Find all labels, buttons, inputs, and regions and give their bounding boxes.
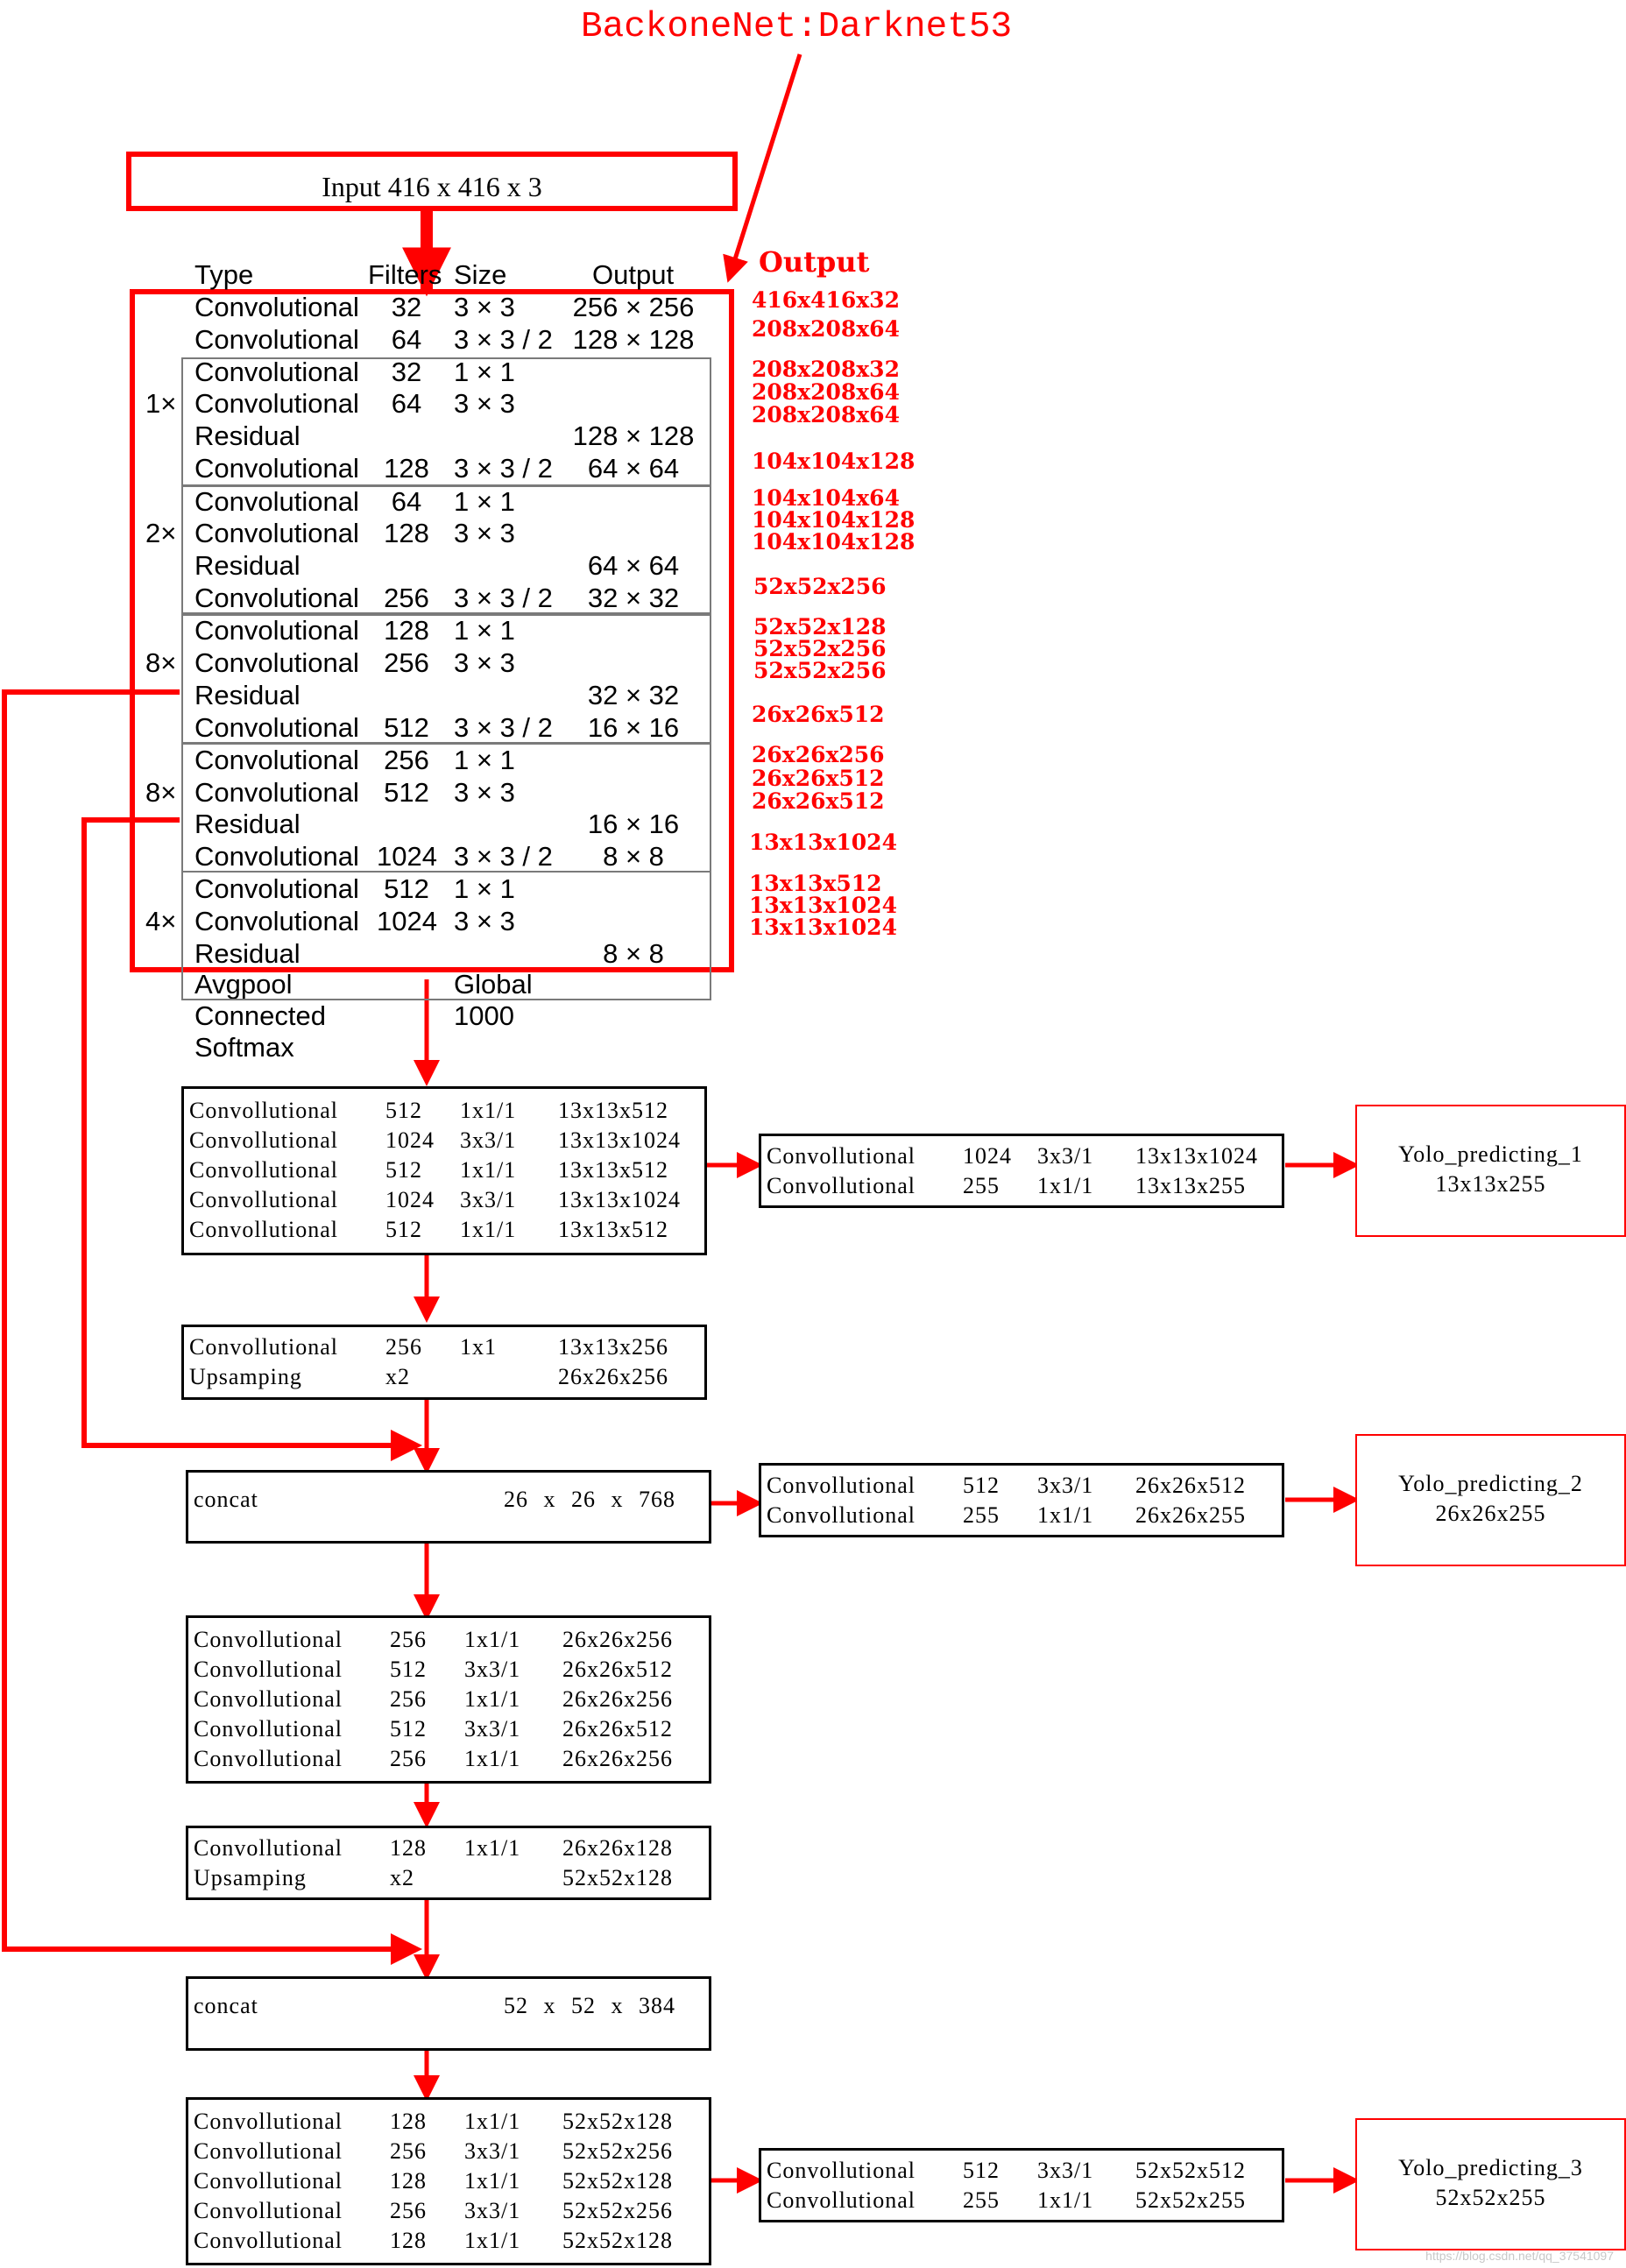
prediction-name: Yolo_predicting_2 <box>1398 1471 1583 1496</box>
concat-shape: 52 x 52 x 384 <box>504 1993 675 2018</box>
col-header-filters: Filters <box>368 259 442 290</box>
output-dim-label: 26x26x512 <box>752 788 885 814</box>
output-dim-label: 52x52x128 <box>753 614 887 639</box>
block-output: 13x13x512 <box>558 1157 668 1183</box>
block-layer-type: Convollutional <box>194 1716 343 1742</box>
layer-type: Convolutional <box>194 647 359 678</box>
layer-filters: 256 <box>384 745 429 775</box>
layer-size: 1 × 1 <box>454 873 515 904</box>
layer-type: Residual <box>194 809 300 839</box>
block-size: 1x1/1 <box>1037 2187 1094 2213</box>
yolo-branch-block <box>759 1134 1284 1208</box>
layer-type: Convolutional <box>194 906 359 936</box>
yolo-branch-block <box>759 1463 1284 1537</box>
block-output: 13x13x512 <box>558 1217 668 1242</box>
block-filters: 1024 <box>385 1127 435 1153</box>
block-size: 1x1/1 <box>460 1098 517 1123</box>
block-layer-type: Convollutional <box>767 1143 916 1169</box>
output-dim-label: 416x416x32 <box>752 287 900 313</box>
layer-type: Residual <box>194 680 300 710</box>
layer-type: Convolutional <box>194 873 359 904</box>
layer-output: 32 × 32 <box>587 680 680 710</box>
output-dim-label: 104x104x128 <box>752 449 916 474</box>
block-size: 3x3/1 <box>1037 1143 1094 1169</box>
layer-size: 1000 <box>454 1000 514 1031</box>
yolo-prediction-box <box>1355 2118 1626 2250</box>
block-layer-type: Convollutional <box>189 1157 338 1183</box>
block-filters: 128 <box>390 2168 427 2194</box>
layer-type: Convolutional <box>194 324 359 355</box>
block-layer-type: Convollutional <box>189 1217 338 1242</box>
block-filters: 128 <box>390 2109 427 2134</box>
block-output: 52x52x256 <box>562 2198 673 2223</box>
concat-label: concat <box>194 1487 258 1512</box>
layer-output: 128 × 128 <box>572 324 695 355</box>
block-size: 3x3/1 <box>1037 1473 1094 1498</box>
block-size: 1x1/1 <box>464 1627 521 1652</box>
output-dim-label: 104x104x64 <box>752 485 900 511</box>
block-layer-type: Convollutional <box>194 2138 343 2164</box>
layer-filters: 32 <box>391 357 422 387</box>
layer-type: Residual <box>194 938 300 969</box>
block-filters: 256 <box>390 2138 427 2164</box>
block-layer-type: Convollutional <box>767 1502 916 1528</box>
concat-label: concat <box>194 1993 258 2018</box>
block-filters: 256 <box>390 1686 427 1712</box>
block-output: 13x13x255 <box>1135 1173 1246 1198</box>
block-filters: 128 <box>390 1835 427 1861</box>
layer-output: 128 × 128 <box>572 420 695 451</box>
block-filters: x2 <box>390 1865 414 1890</box>
block-size: 1x1/1 <box>460 1157 517 1183</box>
layer-filters: 512 <box>384 873 429 904</box>
block-size: 1x1/1 <box>464 1746 521 1771</box>
yolo-prediction-box <box>1355 1105 1626 1237</box>
block-output: 52x52x128 <box>562 1865 673 1890</box>
concat-block <box>186 1470 711 1544</box>
block-layer-type: Convollutional <box>194 2109 343 2134</box>
layer-size: 3 × 3 / 2 <box>454 841 553 872</box>
block-layer-type: Convollutional <box>767 1473 916 1498</box>
block-size: 1x1 <box>460 1334 497 1360</box>
residual-group-frame <box>181 484 711 614</box>
output-dim-label: 208x208x64 <box>752 379 900 405</box>
layer-size: 3 × 3 <box>454 777 515 808</box>
layer-size: 3 × 3 <box>454 388 515 419</box>
layer-type: Residual <box>194 550 300 581</box>
output-dim-label: 13x13x1024 <box>749 915 897 940</box>
layer-type: Convolutional <box>194 583 359 613</box>
output-dim-label: 13x13x1024 <box>749 893 897 918</box>
block-output: 26x26x256 <box>558 1364 668 1389</box>
block-output: 26x26x128 <box>562 1835 673 1861</box>
block-layer-type: Convollutional <box>194 2198 343 2223</box>
block-filters: 255 <box>963 1502 1000 1528</box>
block-layer-type: Convollutional <box>194 2168 343 2194</box>
yolo-prediction-box <box>1355 1434 1626 1566</box>
block-output: 13x13x1024 <box>558 1187 681 1212</box>
block-output: 13x13x1024 <box>1135 1143 1258 1169</box>
block-filters: 255 <box>963 1173 1000 1198</box>
layer-type: Residual <box>194 420 300 451</box>
output-dim-label: 52x52x256 <box>753 636 887 661</box>
block-size: 3x3/1 <box>460 1187 517 1212</box>
layer-type: Convolutional <box>194 388 359 419</box>
layer-filters: 128 <box>384 615 429 646</box>
output-dim-label: 26x26x256 <box>752 742 885 767</box>
block-output: 26x26x512 <box>1135 1473 1246 1498</box>
prediction-name: Yolo_predicting_3 <box>1398 2155 1583 2180</box>
block-output: 26x26x512 <box>562 1657 673 1682</box>
output-dim-label: 52x52x256 <box>753 658 887 683</box>
layer-type: Connected <box>194 1000 326 1031</box>
layer-output: 64 × 64 <box>587 550 680 581</box>
block-layer-type: Upsamping <box>194 1865 307 1890</box>
conv-block <box>181 1086 707 1255</box>
block-layer-type: Convollutional <box>194 1835 343 1861</box>
layer-filters: 512 <box>384 712 429 743</box>
layer-output: 8 × 8 <box>603 841 664 872</box>
block-layer-type: Convollutional <box>194 1686 343 1712</box>
conv-block <box>181 1325 707 1400</box>
block-filters: 1024 <box>963 1143 1012 1169</box>
block-output: 52x52x512 <box>1135 2158 1246 2183</box>
layer-type: Convolutional <box>194 841 359 872</box>
conv-block <box>186 1615 711 1784</box>
block-filters: 512 <box>963 2158 1000 2183</box>
concat-block <box>186 1976 711 2051</box>
diagram-title: BackoneNet:Darknet53 <box>581 7 1013 47</box>
residual-group-frame <box>181 614 711 744</box>
layer-type: Convolutional <box>194 357 359 387</box>
block-output: 26x26x256 <box>562 1686 673 1712</box>
layer-output: 32 × 32 <box>587 583 680 613</box>
prediction-shape: 26x26x255 <box>1435 1501 1546 1526</box>
layer-output: 16 × 16 <box>587 712 680 743</box>
layer-size: 3 × 3 <box>454 518 515 548</box>
col-header-type: Type <box>194 259 254 290</box>
layer-filters: 128 <box>384 453 429 484</box>
output-dim-label: 13x13x512 <box>749 871 882 896</box>
residual-group-frame <box>181 743 711 873</box>
conv-block <box>186 2097 711 2265</box>
block-size: 1x1/1 <box>460 1217 517 1242</box>
col-header-output: Output <box>592 259 675 290</box>
layer-type: Avgpool <box>194 969 293 1000</box>
prediction-name: Yolo_predicting_1 <box>1398 1141 1583 1167</box>
block-size: 1x1/1 <box>464 1686 521 1712</box>
layer-type: Convolutional <box>194 453 359 484</box>
prediction-shape: 52x52x255 <box>1435 2185 1546 2210</box>
repeat-count: 1× <box>145 388 177 419</box>
block-layer-type: Convollutional <box>767 2187 916 2213</box>
layer-size: 1 × 1 <box>454 615 515 646</box>
layer-size: 3 × 3 <box>454 906 515 936</box>
block-size: 1x1/1 <box>464 1835 521 1861</box>
block-output: 26x26x255 <box>1135 1502 1246 1528</box>
layer-filters: 1024 <box>377 841 437 872</box>
block-layer-type: Upsamping <box>189 1364 302 1389</box>
layer-type: Convolutional <box>194 615 359 646</box>
block-output: 52x52x256 <box>562 2138 673 2164</box>
conv-block <box>186 1826 711 1900</box>
layer-type: Convolutional <box>194 712 359 743</box>
layer-filters: 64 <box>391 486 422 517</box>
block-output: 13x13x256 <box>558 1334 668 1360</box>
layer-filters: 128 <box>384 518 429 548</box>
layer-type: Convolutional <box>194 745 359 775</box>
block-output: 13x13x512 <box>558 1098 668 1123</box>
block-output: 26x26x512 <box>562 1716 673 1742</box>
layer-size: 3 × 3 / 2 <box>454 583 553 613</box>
output-dim-label: 26x26x512 <box>752 702 885 727</box>
layer-type: Convolutional <box>194 292 359 322</box>
layer-size: 3 × 3 / 2 <box>454 324 553 355</box>
block-output: 52x52x128 <box>562 2168 673 2194</box>
block-layer-type: Convollutional <box>194 1657 343 1682</box>
output-dim-label: 208x208x32 <box>752 357 900 382</box>
block-filters: 256 <box>390 2198 427 2223</box>
repeat-count: 8× <box>145 777 177 808</box>
block-layer-type: Convollutional <box>189 1098 338 1123</box>
layer-output: 256 × 256 <box>572 292 695 322</box>
block-output: 26x26x256 <box>562 1746 673 1771</box>
block-size: 1x1/1 <box>464 2168 521 2194</box>
layer-filters: 256 <box>384 583 429 613</box>
block-output: 52x52x128 <box>562 2228 673 2253</box>
layer-filters: 64 <box>391 388 422 419</box>
layer-type: Convolutional <box>194 777 359 808</box>
layer-size: 1 × 1 <box>454 357 515 387</box>
block-size: 1x1/1 <box>1037 1173 1094 1198</box>
concat-shape: 26 x 26 x 768 <box>504 1487 675 1512</box>
block-layer-type: Convollutional <box>189 1127 338 1153</box>
block-size: 1x1/1 <box>464 2228 521 2253</box>
layer-filters: 64 <box>391 324 422 355</box>
output-dim-label: 104x104x128 <box>752 529 916 555</box>
layer-size: 3 × 3 <box>454 292 515 322</box>
layer-filters: 32 <box>391 292 422 322</box>
layer-size: 1 × 1 <box>454 486 515 517</box>
prediction-shape: 13x13x255 <box>1435 1171 1546 1197</box>
output-dim-label: 208x208x64 <box>752 316 900 342</box>
repeat-count: 8× <box>145 647 177 678</box>
layer-type: Softmax <box>194 1032 294 1063</box>
repeat-count: 2× <box>145 518 177 548</box>
block-filters: 512 <box>385 1217 422 1242</box>
output-dim-label: 13x13x1024 <box>749 830 897 855</box>
block-size: 1x1/1 <box>464 2109 521 2134</box>
block-size: 3x3/1 <box>464 1716 521 1742</box>
block-layer-type: Convollutional <box>189 1187 338 1212</box>
output-dim-label: 104x104x128 <box>752 507 916 533</box>
input-box <box>126 152 738 211</box>
block-layer-type: Convollutional <box>767 1173 916 1198</box>
output-header: Output <box>759 245 870 279</box>
block-layer-type: Convollutional <box>189 1334 338 1360</box>
block-layer-type: Convollutional <box>194 1627 343 1652</box>
residual-group-frame <box>181 871 711 1000</box>
layer-size: 3 × 3 / 2 <box>454 453 553 484</box>
layer-filters: 256 <box>384 647 429 678</box>
output-dim-label: 208x208x64 <box>752 402 900 427</box>
layer-type: Convolutional <box>194 486 359 517</box>
block-layer-type: Convollutional <box>194 2228 343 2253</box>
residual-group-frame <box>181 357 711 487</box>
block-filters: 512 <box>385 1098 422 1123</box>
block-size: 3x3/1 <box>464 2198 521 2223</box>
output-dim-label: 26x26x512 <box>752 766 885 791</box>
input-label: Input 416 x 416 x 3 <box>322 171 542 202</box>
layer-size: 3 × 3 / 2 <box>454 712 553 743</box>
block-layer-type: Convollutional <box>194 1746 343 1771</box>
block-size: 3x3/1 <box>464 2138 521 2164</box>
block-output: 13x13x1024 <box>558 1127 681 1153</box>
repeat-count: 4× <box>145 906 177 936</box>
block-filters: 255 <box>963 2187 1000 2213</box>
block-output: 52x52x128 <box>562 2109 673 2134</box>
block-filters: x2 <box>385 1364 410 1389</box>
block-filters: 256 <box>390 1746 427 1771</box>
layer-output: 8 × 8 <box>603 938 664 969</box>
block-size: 1x1/1 <box>1037 1502 1094 1528</box>
block-output: 52x52x255 <box>1135 2187 1246 2213</box>
block-filters: 1024 <box>385 1187 435 1212</box>
output-dim-label: 52x52x256 <box>753 574 887 599</box>
block-filters: 512 <box>390 1716 427 1742</box>
block-filters: 256 <box>385 1334 422 1360</box>
block-layer-type: Convollutional <box>767 2158 916 2183</box>
block-filters: 512 <box>390 1657 427 1682</box>
layer-filters: 512 <box>384 777 429 808</box>
layer-filters: 1024 <box>377 906 437 936</box>
layer-size: Global <box>454 969 533 1000</box>
block-size: 3x3/1 <box>1037 2158 1094 2183</box>
block-filters: 128 <box>390 2228 427 2253</box>
watermark: https://blog.csdn.net/qq_37541097 <box>1425 2249 1614 2263</box>
block-filters: 512 <box>385 1157 422 1183</box>
block-filters: 256 <box>390 1627 427 1652</box>
layer-size: 1 × 1 <box>454 745 515 775</box>
layer-output: 16 × 16 <box>587 809 680 839</box>
layer-output: 64 × 64 <box>587 453 680 484</box>
block-size: 3x3/1 <box>464 1657 521 1682</box>
yolo-branch-block <box>759 2148 1284 2222</box>
block-filters: 512 <box>963 1473 1000 1498</box>
layer-type: Convolutional <box>194 518 359 548</box>
block-output: 26x26x256 <box>562 1627 673 1652</box>
layer-size: 3 × 3 <box>454 647 515 678</box>
col-header-size: Size <box>454 259 507 290</box>
block-size: 3x3/1 <box>460 1127 517 1153</box>
